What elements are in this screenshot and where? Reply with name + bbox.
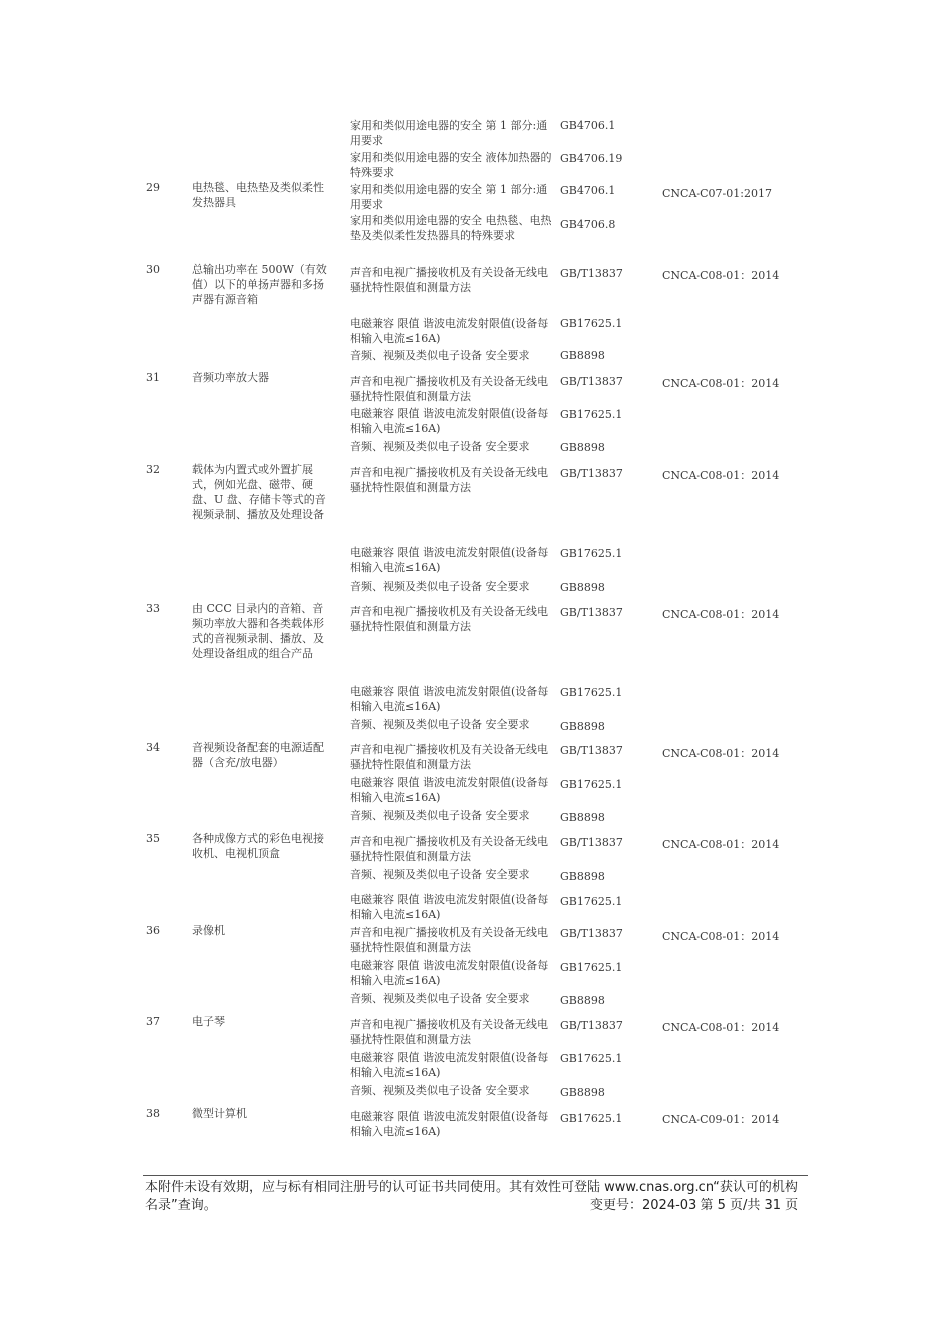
standard-title: 电磁兼容 限值 谐波电流发射限值(设备每相输入电流≤16A) [350,546,549,574]
implementation-rule: CNCA-C08-01：2014 [662,269,780,282]
standard-title: 电磁兼容 限值 谐波电流发射限值(设备每相输入电流≤16A) [350,1110,549,1138]
standard-title: 电磁兼容 限值 谐波电流发射限值(设备每相输入电流≤16A) [350,959,549,987]
standard-code: GB17625.1 [560,408,623,421]
implementation-rule: CNCA-C08-01：2014 [662,469,780,482]
row-number: 35 [146,832,160,845]
product-name: 电子琴 [192,1015,225,1028]
standard-code: GB8898 [560,994,605,1007]
product-name: 由 CCC 目录内的音箱、音频功率放大器和各类载体形式的音视频录制、播放、及处理设备组成的组合产品 [192,602,324,660]
standard-code: GB4706.1 [560,184,616,197]
implementation-rule: CNCA-C09-01：2014 [662,1113,780,1126]
implementation-rule: CNCA-C08-01：2014 [662,747,780,760]
change-number: 变更号：2024-03 第 5 页/共 31 页 [590,1198,799,1213]
standard-title: 声音和电视广播接收机及有关设备无线电骚扰特性限值和测量方法 [350,605,548,633]
standard-code: GB/T13837 [560,927,623,940]
standard-title: 声音和电视广播接收机及有关设备无线电骚扰特性限值和测量方法 [350,375,548,403]
standard-code: GB8898 [560,441,605,454]
standard-code: GB17625.1 [560,778,623,791]
standard-title: 音频、视频及类似电子设备 安全要求 [350,440,530,453]
standard-code: GB4706.8 [560,218,616,231]
standard-title: 电磁兼容 限值 谐波电流发射限值(设备每相输入电流≤16A) [350,893,549,921]
standard-title: 音频、视频及类似电子设备 安全要求 [350,1084,530,1097]
standard-code: GB8898 [560,581,605,594]
standard-code: GB8898 [560,1086,605,1099]
row-number: 37 [146,1015,160,1028]
standard-code: GB17625.1 [560,317,623,330]
product-name: 微型计算机 [192,1107,247,1120]
standard-code: GB/T13837 [560,467,623,480]
standard-code: GB4706.1 [560,119,616,132]
implementation-rule: CNCA-C08-01：2014 [662,608,780,621]
standard-title: 声音和电视广播接收机及有关设备无线电骚扰特性限值和测量方法 [350,743,548,771]
row-number: 36 [146,924,160,937]
product-name: 载体为内置式或外置扩展式，例如光盘、磁带、硬盘、U 盘、存储卡等式的音视频录制、播放及处理设备 [192,463,326,521]
standard-code: GB/T13837 [560,744,623,757]
standard-title: 声音和电视广播接收机及有关设备无线电骚扰特性限值和测量方法 [350,466,548,494]
standard-title: 音频、视频及类似电子设备 安全要求 [350,718,530,731]
standard-code: GB17625.1 [560,1052,623,1065]
implementation-rule: CNCA-C08-01：2014 [662,930,780,943]
standard-code: GB/T13837 [560,267,623,280]
row-number: 31 [146,371,160,384]
standard-code: GB17625.1 [560,547,623,560]
implementation-rule: CNCA-C07-01:2017 [662,187,772,200]
footer-note: 本附件未设有效期，应与标有相同注册号的认可证书共同使用。其有效性可登陆 www.cnas.org.cn“获认可的机构名录”查询。 [145,1180,798,1213]
standard-title: 电磁兼容 限值 谐波电流发射限值(设备每相输入电流≤16A) [350,1051,549,1079]
implementation-rule: CNCA-C08-01：2014 [662,1021,780,1034]
standard-code: GB17625.1 [560,961,623,974]
row-number: 29 [146,181,160,194]
standard-title: 音频、视频及类似电子设备 安全要求 [350,349,530,362]
standard-code: GB8898 [560,720,605,733]
standard-code: GB/T13837 [560,1019,623,1032]
standard-title: 电磁兼容 限值 谐波电流发射限值(设备每相输入电流≤16A) [350,685,549,713]
row-number: 32 [146,463,160,476]
implementation-rule: CNCA-C08-01：2014 [662,838,780,851]
standard-code: GB/T13837 [560,836,623,849]
product-name: 音频功率放大器 [192,371,269,384]
standard-title: 电磁兼容 限值 谐波电流发射限值(设备每相输入电流≤16A) [350,776,549,804]
standard-code: GB17625.1 [560,1112,623,1125]
standard-title: 家用和类似用途电器的安全 第 1 部分:通用要求 [350,119,548,147]
standard-title: 电磁兼容 限值 谐波电流发射限值(设备每相输入电流≤16A) [350,317,549,345]
standard-title: 声音和电视广播接收机及有关设备无线电骚扰特性限值和测量方法 [350,835,548,863]
standard-title: 声音和电视广播接收机及有关设备无线电骚扰特性限值和测量方法 [350,1018,548,1046]
standard-title: 家用和类似用途电器的安全 电热毯、电热垫及类似柔性发热器具的特殊要求 [350,214,552,242]
standard-title: 音频、视频及类似电子设备 安全要求 [350,809,530,822]
product-name: 总输出功率在 500W（有效值）以下的单扬声器和多扬声器有源音箱 [192,263,327,306]
standard-code: GB4706.19 [560,152,623,165]
standard-code: GB8898 [560,349,605,362]
standard-code: GB/T13837 [560,375,623,388]
standard-title: 音频、视频及类似电子设备 安全要求 [350,868,530,881]
row-number: 38 [146,1107,160,1120]
standard-code: GB/T13837 [560,606,623,619]
implementation-rule: CNCA-C08-01：2014 [662,377,780,390]
standard-title: 家用和类似用途电器的安全 液体加热器的特殊要求 [350,151,552,179]
product-name: 录像机 [192,924,225,937]
standard-code: GB8898 [560,811,605,824]
standard-title: 音频、视频及类似电子设备 安全要求 [350,992,530,1005]
row-number: 33 [146,602,160,615]
standard-code: GB8898 [560,870,605,883]
footer-divider [143,1175,808,1176]
standard-title: 电磁兼容 限值 谐波电流发射限值(设备每相输入电流≤16A) [350,407,549,435]
product-name: 音视频设备配套的电源适配器（含充/放电器） [192,741,324,769]
standard-code: GB17625.1 [560,895,623,908]
standard-title: 家用和类似用途电器的安全 第 1 部分:通用要求 [350,183,548,211]
standard-title: 声音和电视广播接收机及有关设备无线电骚扰特性限值和测量方法 [350,266,548,294]
row-number: 30 [146,263,160,276]
standard-title: 声音和电视广播接收机及有关设备无线电骚扰特性限值和测量方法 [350,926,548,954]
standard-title: 音频、视频及类似电子设备 安全要求 [350,580,530,593]
product-name: 电热毯、电热垫及类似柔性发热器具 [192,181,324,209]
product-name: 各种成像方式的彩色电视接收机、电视机顶盒 [192,832,324,860]
standard-code: GB17625.1 [560,686,623,699]
row-number: 34 [146,741,160,754]
